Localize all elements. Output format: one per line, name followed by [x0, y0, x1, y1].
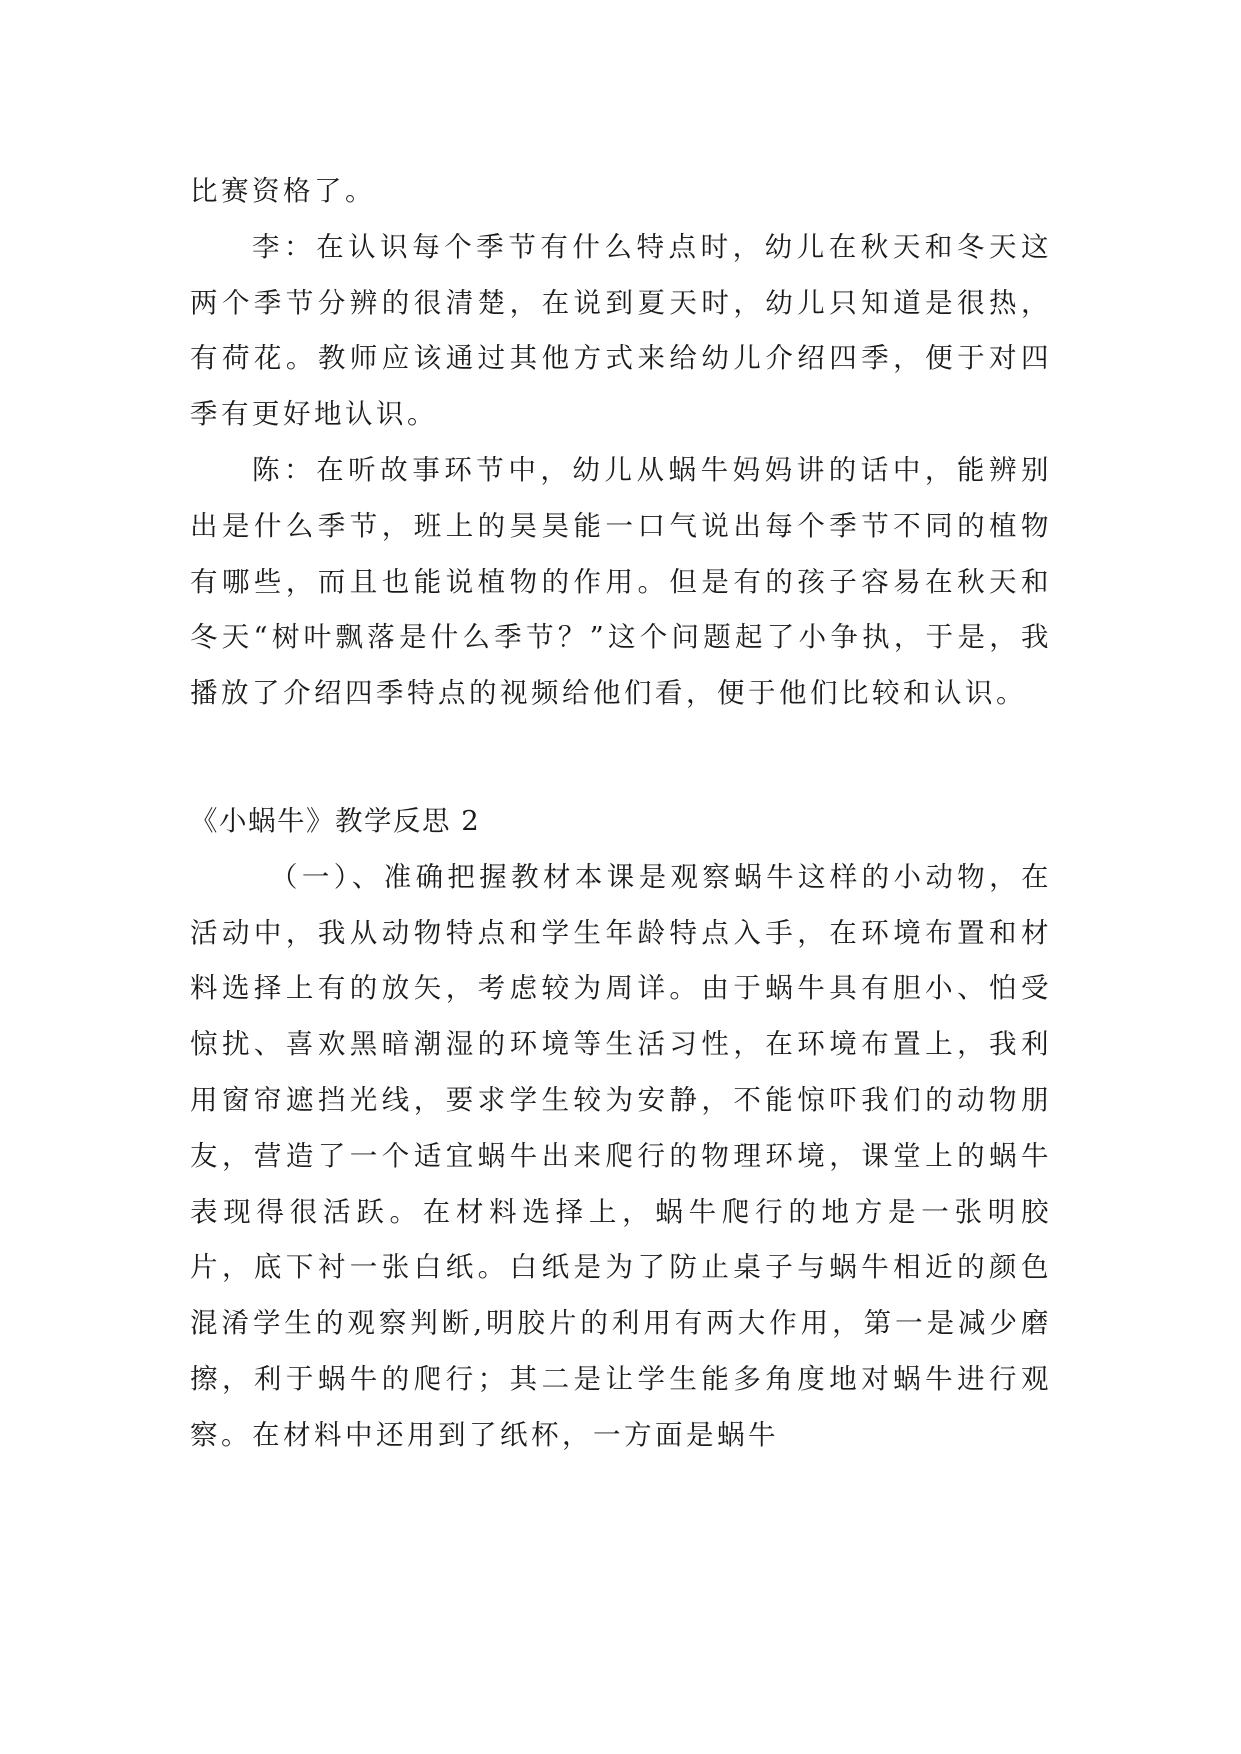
document-body	[190, 164, 1052, 1464]
paragraph-reflection-1: （一）、准确把握教材本课是观察蜗牛这样的小动物，在活动中，我从动物特点和学生年龄特点入手，在环境布置和材料选择上有的放矢，考虑较为周详。由于蜗牛具有胆小、怕受惊扰、喜欢黑暗潮湿的环境等生活习性，在环境布置上，我利用窗帘遮挡光线，要求学生较为安静，不能惊吓我们的动物朋友，营造了一个适宜蜗牛出来爬行的物理环境，课堂上的蜗牛表现得很活跃。在材料选择上，蜗牛爬行的地方是一张明胶片，底下衬一张白纸。白纸是为了防止桌子与蜗牛相近的颜色混淆学生的观察判断,明胶片的利用有两大作用，第一是减少磨擦，利于蜗牛的爬行；其二是让学生能多角度地对蜗牛进行观察。在材料中还用到了纸杯，一方面是蜗牛	[190, 860, 1052, 1451]
section-spacer	[190, 722, 1052, 794]
section-title: 《小蜗牛》教学反思 2	[190, 804, 481, 837]
paragraph-li-comment: 李：在认识每个季节有什么特点时，幼儿在秋天和冬天这两个季节分辨的很清楚，在说到夏天时，幼儿只知道是很热，有荷花。教师应该通过其他方式来给幼儿介绍四季，便于对四季有更好地认识。	[190, 230, 1052, 431]
paragraph-continuation: 比赛资格了。	[190, 175, 376, 207]
paragraph-chen-comment: 陈：在听故事环节中，幼儿从蜗牛妈妈讲的话中，能辨别出是什么季节，班上的昊昊能一口气说出每个季节不同的植物有哪些，而且也能说植物的作用。但是有的孩子容易在秋天和冬天“树叶飘落是什么季节？”这个问题起了小争执，于是，我播放了介绍四季特点的视频给他们看，便于他们比较和认识。	[190, 453, 1052, 710]
